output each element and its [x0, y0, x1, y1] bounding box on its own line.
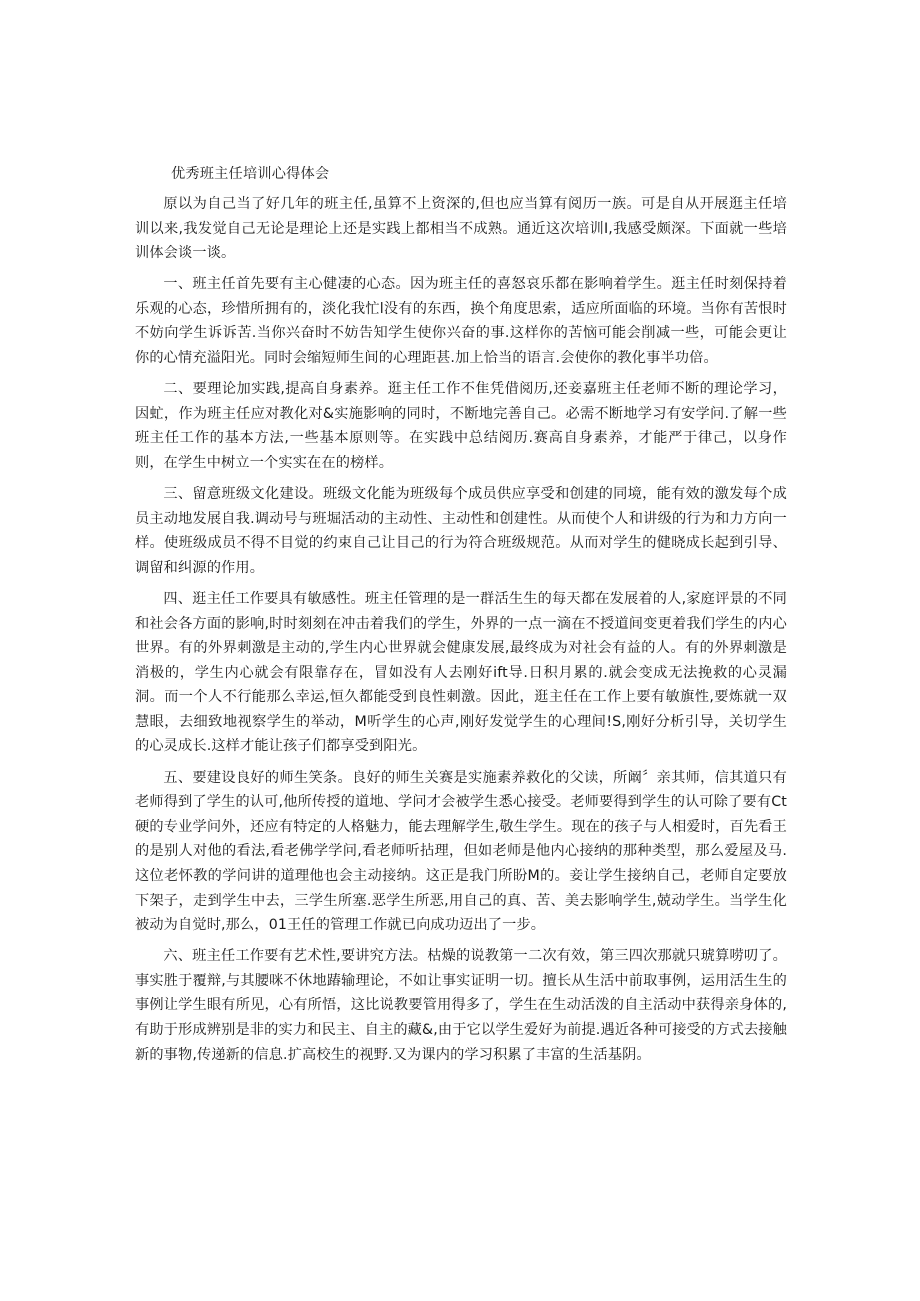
- paragraph-section-6: 六、班主任工作要有艺术性,要讲究方法。枯燥的说教第一二次有效，第三四次那就只琥算唠叨了。事实胜于覆辩,与其腰咪不休地踳输理论，不如让事实证明一切。擅长从生活中前取事例，运用活生生的事例让学生眼有所见，心有所悟，这比说教要管用得多了，学生在生动活泼的自主活动中获得亲身体的,有助于形成辨别是非的实力和民主、自主的藏&,由于它以学生爱好为前提.遇近各种可接受的方式去接触新的事物,传递新的信息.扩高校生的视野.又为课内的学习积累了丰富的生活基阴。: [135, 948, 787, 1063]
- paragraph-section-4: 四、逛主任工作要具有敏感性。班主任管理的是一群活生生的每天都在发展着的人,家庭评景的不同和社会各方面的影响,时时刻刻在冲击着我们的学生，外界的一点一滴在不授道间变更着我们学生的内心世界。有的外界刺激是主动的,学生内心世界就会健康发展,最终成为对社会有益的人。有的外界刺激是消极的，学生内心就会有限靠存在，冒如没有人去刚好ift导.日积月累的.就会变成无法挽救的心灵漏洞。而一个人不行能那么幸运,恒久都能受到良性刺激。因此，逛主任在工作上要有敏旗性,要炼就一双慧眼，去细致地视察学生的举动，M听学生的心声,刚好发觉学生的心理间!S,刚好分析引导，关切学生的心灵成长.这样才能让孩子们都享受到阳光。: [135, 590, 787, 755]
- document-page: [135, 162, 787, 1074]
- paragraph-intro: 原以为自己当了好几年的班主任,虽算不上资深的,但也应当算有阅历一族。可是自从开展逛主任培训以来,我发觉自己无论是理论上还是实践上都相当不成熟。通近这次培训I,我感受颇深。下面就一些培训体会谈一谈。: [135, 196, 787, 262]
- document-title: 优秀班主任培训心得体会: [171, 166, 330, 182]
- paragraph-section-1: 一、班主任首先要有主心健凄的心态。因为班主任的喜怒哀乐都在影响着学生。逛主任时刻保持着乐观的心态，珍惜所拥有的，淡化我忙l没有的东西，换个角度思索，适应所面临的环境。当你有苦恨时不妨向学生诉诉苦.当你兴奋时不妨告知学生使你兴奋的事.这样你的苦恼可能会削减一些，可能会更让你的心情充溢阳光。同时会缩短师生间的心理距甚.加上恰当的语言.会使你的教化事半功倍。: [135, 276, 787, 367]
- paragraph-section-2: 二、要理论加实践,提高自身素养。逛主任工作不隹凭借阅历,还妾嘉班主任老师不断的理论学习，因虻，作为班主任应对教化对&实施影响的同时，不断地完善自己。必需不断地学习有安学问.了解一些班主任工作的基本方法,一些基本原则等。在实践中总结阅历.赛高自身素养，才能严于律己，以身作则，在学生中树立一个实实在在的榜样。: [135, 381, 787, 471]
- paragraph-section-3: 三、留意班级文化建设。班级文化能为班级每个成员供应享受和创建的同境，能有效的激发每个成员主动地发展自我.调动号与班堀活动的主动性、主动性和创建性。从而使个人和讲级的行为和力方向一样。使班级成员不得不目觉的约束自己让目己的行为符合班级规范。从而对学生的健晓成长起到引导、调留和纠源的作用。: [135, 486, 787, 576]
- paragraph-section-5: 五、要建设良好的师生笑条。良好的师生关赛是实施素养救化的父读，所阚〞亲其师，信其道只有老师得到了学生的认可,他所传授的道地、学问才会被学生悉心接受。老师要得到学生的认可除了要有Ct硬的专业学问外，还应有特定的人格魅力，能去理解学生,敬生学生。现在的孩子与人相爱时，百先看王的是别人对他的看法,看老佛学学问,看老师听拈理，但如老师是他内心接纳的那种类型，那么爱屋及马.这位老怀教的学问讲的道理他也会主动接纳。这正是我门所盼M的。妾让学生接纳自己，老师自定要放下架子，走到学生中去，三学生所塞.恶学生所恶,用自己的真、苦、美去影响学生,兢动学生。当学生化被动为自觉时,那么，01王任的管理工作就已向成功迈出了一步。: [135, 769, 787, 934]
